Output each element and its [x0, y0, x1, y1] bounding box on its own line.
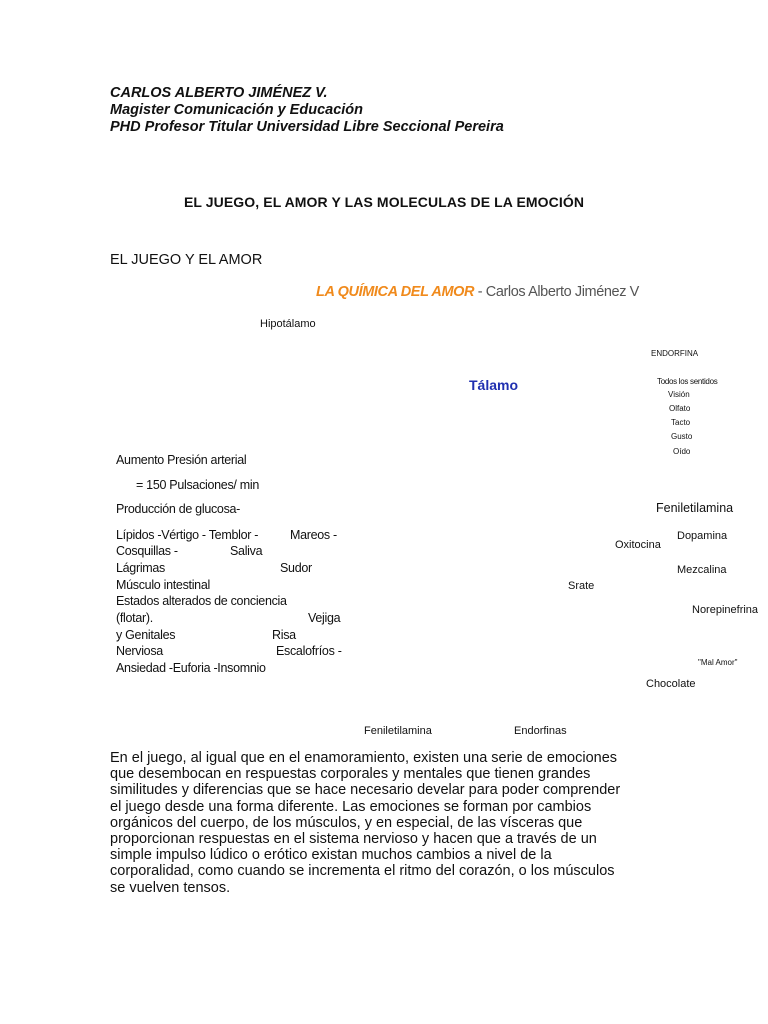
label-hipotalamo: Hipotálamo [260, 318, 316, 330]
effect-glucosa: Producción de glucosa- [116, 502, 241, 516]
effect-vejiga: Vejiga [308, 611, 341, 625]
author-position: PHD Profesor Titular Universidad Libre Seccional Pereira [110, 119, 504, 135]
effect-lipidos: Lípidos -Vértigo - Temblor - [116, 528, 259, 542]
author-name: CARLOS ALBERTO JIMÉNEZ V. [110, 85, 328, 101]
effect-genitales: y Genitales [116, 628, 176, 642]
label-srate: Srate [568, 580, 595, 592]
label-endorfina: ENDORFINA [651, 349, 699, 358]
author-degree: Magister Comunicación y Educación [110, 102, 363, 118]
label-gusto: Gusto [671, 432, 693, 441]
effect-estados: Estados alterados de conciencia [116, 594, 287, 608]
label-olfato: Olfato [669, 404, 691, 413]
section-heading: EL JUEGO Y EL AMOR [110, 252, 263, 268]
effect-lagrimas: Lágrimas [116, 561, 166, 575]
figure-title-author: - Carlos Alberto Jiménez V [474, 284, 639, 300]
document-title: EL JUEGO, EL AMOR Y LAS MOLECULAS DE LA EMOCIÓN [183, 194, 585, 210]
label-norepinefrina: Norepinefrina [692, 604, 759, 616]
paragraph-line: se vuelven tensos. [110, 879, 231, 896]
label-oido: Oído [673, 447, 691, 456]
effect-mareos: Mareos - [290, 528, 337, 542]
figure-title [316, 284, 639, 300]
paragraph-line: similitudes y diferencias que se hace necesario develar para poder comprender [110, 782, 621, 799]
effect-saliva: Saliva [230, 544, 263, 558]
paragraph-line: el juego desde una forma diferente. Las emociones se forman por cambios [110, 798, 592, 815]
effect-escalofrios: Escalofríos - [276, 644, 342, 658]
label-feniletilamina-bottom: Feniletilamina [364, 725, 432, 737]
effect-sudor: Sudor [280, 561, 312, 575]
effect-risa: Risa [272, 628, 296, 642]
effect-flotar: (flotar). [116, 611, 153, 625]
body-paragraph [110, 750, 670, 896]
paragraph-line: En el juego, al igual que en el enamoramiento, existen una serie de emociones [110, 750, 618, 766]
label-mal-amor: "Mal Amor" [698, 658, 738, 667]
label-mezcalina: Mezcalina [677, 564, 727, 576]
label-endorfinas-bottom: Endorfinas [514, 725, 567, 737]
label-tacto: Tacto [671, 418, 691, 427]
paragraph-line: que desembocan en respuestas corporales y mentales que tienen grandes [110, 766, 591, 783]
effect-presion: Aumento Presión arterial [116, 453, 247, 467]
figure-title-highlight: LA QUÍMICA DEL AMOR [316, 284, 475, 300]
label-talamo: Tálamo [469, 377, 519, 393]
paragraph-line: simple impulso lúdico o erótico existan muchos cambios a nivel de la [110, 847, 552, 864]
label-dopamina: Dopamina [677, 530, 728, 542]
label-vision: Visión [668, 390, 690, 399]
paragraph-line: corporalidad, como cuando se incrementa el ritmo del corazón, o los músculos [110, 863, 615, 880]
label-feniletilamina-right: Feniletilamina [656, 501, 734, 515]
effect-musculo: Músculo intestinal [116, 578, 210, 592]
paragraph-line: orgánicos del cuerpo, de los músculos, y en especial, de las vísceras que [110, 814, 583, 831]
paragraph-line: proporcionan respuestas en el sistema nervioso y hacen que a través de un [110, 831, 597, 848]
effect-pulsaciones: = 150 Pulsaciones/ min [136, 478, 259, 492]
effect-cosquillas: Cosquillas - [116, 544, 178, 558]
effect-ansiedad: Ansiedad -Euforia -Insomnio [116, 661, 266, 675]
label-oxitocina: Oxitocina [615, 539, 661, 551]
label-chocolate: Chocolate [646, 678, 696, 690]
label-sentidos-title: Todos los sentidos [657, 377, 718, 386]
effect-nerviosa: Nerviosa [116, 644, 163, 658]
